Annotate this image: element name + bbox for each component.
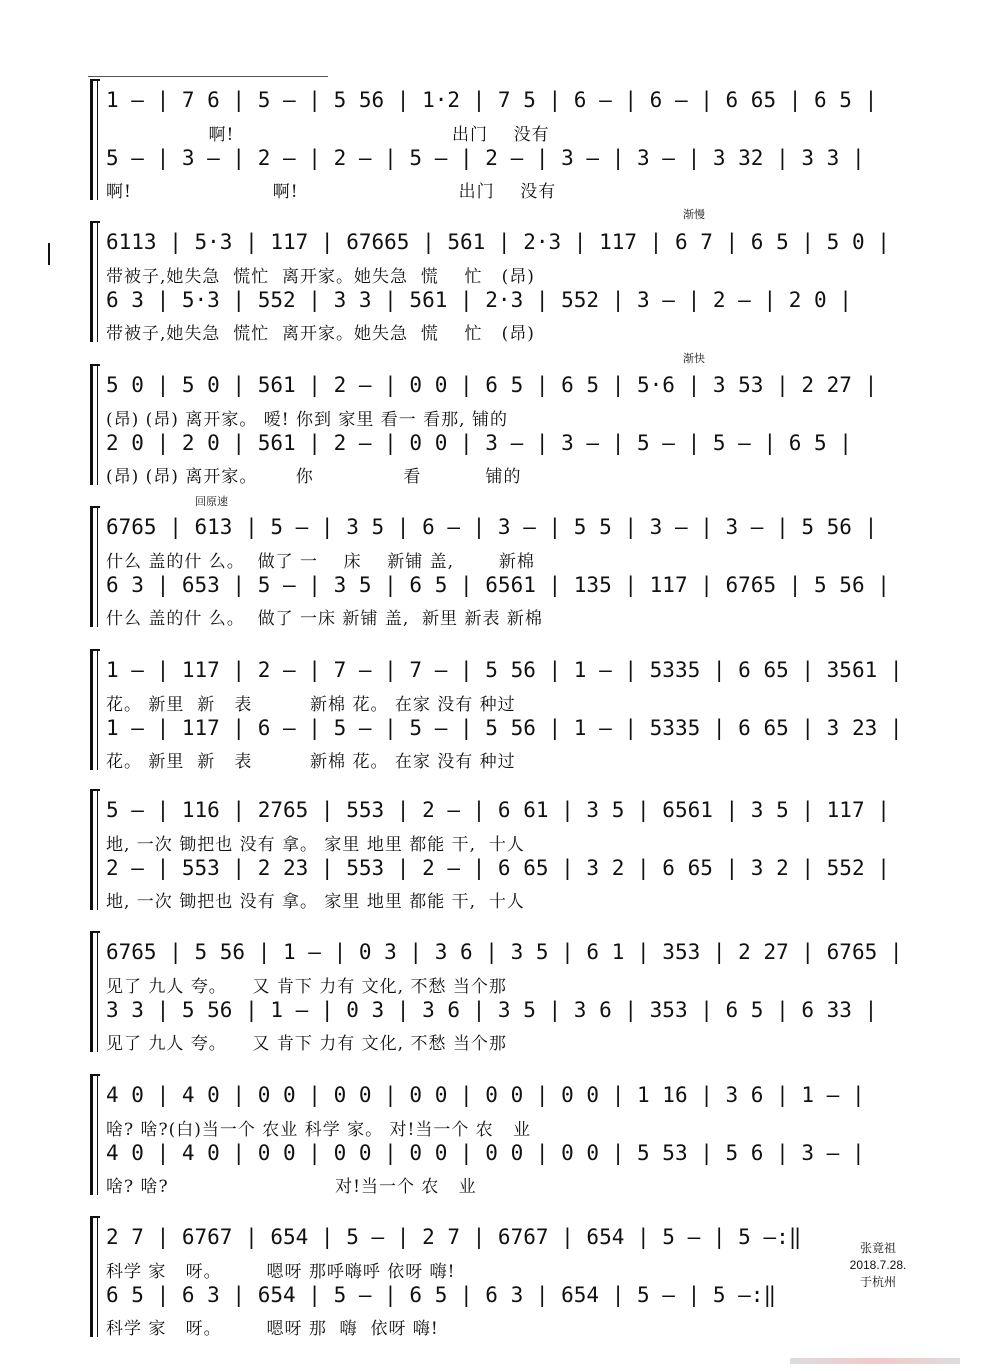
system-9 (90, 1217, 910, 1337)
lower-lyrics: (昂) (昂) 离开家。 你 看 铺的 (106, 467, 522, 487)
upper-notes: 6765 | 5 56 | 1 — | 0 3 | 3 6 | 3 5 | 6 1 | 353 | 2 27 | 6765 | (106, 940, 903, 964)
lower-lyrics: 地, 一次 锄把也 没有 拿。 家里 地里 都能 干, 十人 (106, 892, 525, 912)
upper-notes: 6765 | 613 | 5 — | 3 5 | 6 — | 3 — | 5 5 | 3 — | 3 — | 5 56 | (106, 515, 878, 539)
lower-lyrics: 花。 新里 新 表 新棉 花。 在家 没有 种过 (106, 752, 516, 772)
lower-lyrics: 科学 家 呀。 嗯呀 那 嗨 依呀 嗨! (106, 1319, 439, 1339)
tempo-mark-jianman: 渐慢 (683, 208, 705, 221)
upper-lyrics: 见了 九人 夸。 又 肯下 力有 文化, 不愁 当个那 (106, 977, 507, 997)
upper-lyrics: 带被子,她失急 慌忙 离开家。她失急 慌 忙 (昂) (106, 267, 535, 287)
system-7 (90, 932, 910, 1052)
system-bracket (90, 932, 104, 1052)
system-bracket (90, 1075, 104, 1195)
lower-notes: 2 0 | 2 0 | 561 | 2 — | 0 0 | 3 — | 3 — | 5 — | 5 — | 6 5 | (106, 431, 852, 455)
system-bracket (90, 790, 104, 910)
credit-author: 张竟祖 (859, 1241, 896, 1255)
system-3 (90, 365, 910, 485)
upper-lyrics: 什么 盖的什 么。 做了 一 床 新铺 盖, 新棉 (106, 552, 535, 572)
system-bracket (90, 650, 104, 770)
upper-notes: 2 7 | 6767 | 654 | 5 — | 2 7 | 6767 | 654 | 5 — | 5 —:‖ (106, 1225, 802, 1249)
system-bracket (90, 1217, 104, 1337)
margin-mark (48, 243, 50, 265)
lower-notes: 4 0 | 4 0 | 0 0 | 0 0 | 0 0 | 0 0 | 0 0 | 5 53 | 5 6 | 3 — | (106, 1141, 865, 1165)
system-1 (90, 80, 910, 200)
upper-lyrics: 啊! 出门 没有 (106, 125, 550, 145)
system-8 (90, 1075, 910, 1195)
upper-lyrics: 啥? 啥?(白)当一个 农业 科学 家。 对!当一个 农 业 (106, 1120, 531, 1140)
lower-notes: 6 5 | 6 3 | 654 | 5 — | 6 5 | 6 3 | 654 | 5 — | 5 —:‖ (106, 1283, 777, 1307)
system-2 (90, 222, 910, 342)
credit-place: 于杭州 (859, 1275, 896, 1289)
footer-watermark-strip (790, 1358, 960, 1364)
top-rule (88, 76, 328, 77)
lower-notes: 1 — | 117 | 6 — | 5 — | 5 — | 5 56 | 1 — | 5335 | 6 65 | 3 23 | (106, 716, 903, 740)
upper-lyrics: 地, 一次 锄把也 没有 拿。 家里 地里 都能 干, 十人 (106, 835, 525, 855)
tempo-mark-huiyuansu: 回原速 (195, 495, 228, 508)
upper-notes: 4 0 | 4 0 | 0 0 | 0 0 | 0 0 | 0 0 | 0 0 | 1 16 | 3 6 | 1 — | (106, 1083, 865, 1107)
system-5 (90, 650, 910, 770)
upper-lyrics: 花。 新里 新 表 新棉 花。 在家 没有 种过 (106, 695, 516, 715)
system-4 (90, 507, 910, 627)
lower-notes: 3 3 | 5 56 | 1 — | 0 3 | 3 6 | 3 5 | 3 6 | 353 | 6 5 | 6 33 | (106, 998, 878, 1022)
upper-notes: 6113 | 5·3 | 117 | 67665 | 561 | 2·3 | 117 | 6 7 | 6 5 | 5 0 | (106, 230, 890, 254)
system-6 (90, 790, 910, 910)
lower-notes: 6 3 | 5·3 | 552 | 3 3 | 561 | 2·3 | 552 | 3 — | 2 — | 2 0 | (106, 288, 852, 312)
upper-lyrics: (昂) (昂) 离开家。 嗳! 你到 家里 看一 看那, 铺的 (106, 410, 508, 430)
upper-notes: 5 0 | 5 0 | 561 | 2 — | 0 0 | 6 5 | 6 5 | 5·6 | 3 53 | 2 27 | (106, 373, 878, 397)
lower-notes: 6 3 | 653 | 5 — | 3 5 | 6 5 | 6561 | 135 | 117 | 6765 | 5 56 | (106, 573, 890, 597)
credit-date: 2018.7.28. (849, 1258, 907, 1272)
lower-lyrics: 啥? 啥? 对!当一个 农 业 (106, 1177, 477, 1197)
upper-notes: 5 — | 116 | 2765 | 553 | 2 — | 6 61 | 3 5 | 6561 | 3 5 | 117 | (106, 798, 890, 822)
lower-lyrics: 带被子,她失急 慌忙 离开家。她失急 慌 忙 (昂) (106, 324, 535, 344)
composer-credit (838, 1240, 918, 1291)
system-bracket (90, 222, 104, 342)
system-bracket (90, 507, 104, 627)
lower-lyrics: 见了 九人 夸。 又 肯下 力有 文化, 不愁 当个那 (106, 1034, 507, 1054)
upper-notes: 1 — | 7 6 | 5 — | 5 56 | 1·2 | 7 5 | 6 — | 6 — | 6 65 | 6 5 | (106, 88, 878, 112)
upper-notes: 1 — | 117 | 2 — | 7 — | 7 — | 5 56 | 1 — | 5335 | 6 65 | 3561 | (106, 658, 903, 682)
upper-lyrics: 科学 家 呀。 嗯呀 那呼嗨呼 依呀 嗨! (106, 1262, 456, 1282)
lower-notes: 5 — | 3 — | 2 — | 2 — | 5 — | 2 — | 3 — | 3 — | 3 32 | 3 3 | (106, 146, 865, 170)
lower-lyrics: 啊! 啊! 出门 没有 (106, 182, 557, 202)
system-bracket (90, 80, 104, 200)
lower-lyrics: 什么 盖的什 么。 做了 一床 新铺 盖, 新里 新表 新棉 (106, 609, 543, 629)
lower-notes: 2 — | 553 | 2 23 | 553 | 2 — | 6 65 | 3 2 | 6 65 | 3 2 | 552 | (106, 856, 890, 880)
tempo-mark-jiankuai: 渐快 (683, 352, 705, 365)
system-bracket (90, 365, 104, 485)
